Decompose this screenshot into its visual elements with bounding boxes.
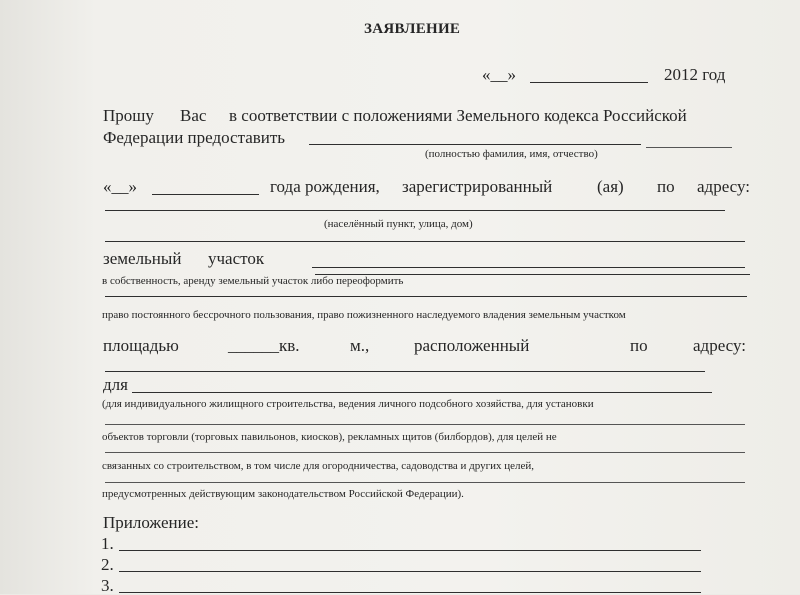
attachment-number-1: 1. (101, 534, 114, 553)
plot-word-1: земельный (103, 249, 182, 268)
intro-word-2: Вас (180, 106, 207, 125)
applicant-name-field[interactable] (309, 144, 641, 145)
purpose-field-3[interactable] (105, 452, 745, 453)
area-word-1: площадью (103, 336, 179, 355)
location-field[interactable] (105, 371, 705, 372)
attachment-number-3: 3. (101, 576, 114, 595)
intro-word-3: в соответствии с положениями Земельного кодекса Российской (229, 106, 687, 125)
intro-word-1: Прошу (103, 106, 154, 125)
date-year: 2012 год (664, 65, 726, 84)
area-word-6: адресу: (693, 336, 746, 355)
plot-right-field-3[interactable] (105, 296, 747, 297)
hint-purpose-1: (для индивидуального жилищного строительства, ведения личного подсобного хозяйства, для установки (102, 398, 594, 410)
document-title: ЗАЯВЛЕНИЕ (364, 21, 461, 37)
address-field[interactable] (105, 210, 725, 211)
date-month-blank[interactable] (530, 82, 648, 83)
plot-word-2: участок (208, 249, 265, 268)
date-day: «__» (482, 65, 516, 84)
birth-word-1: года рождения, (270, 177, 380, 196)
birth-day: «__» (103, 177, 137, 196)
purpose-field-2[interactable] (105, 424, 745, 425)
address-field-2[interactable] (105, 241, 745, 242)
birth-word-5: адресу: (697, 177, 750, 196)
area-word-5: по (630, 336, 648, 355)
plot-right-field[interactable] (312, 267, 745, 268)
purpose-field[interactable] (132, 392, 712, 393)
area-word-2: ______кв. (228, 336, 300, 355)
birth-word-3: (ая) (597, 177, 624, 196)
hint-address: (населённый пункт, улица, дом) (324, 218, 473, 230)
purpose-field-4[interactable] (105, 482, 745, 483)
birth-word-2: зарегистрированный (402, 177, 553, 196)
attachment-field-1[interactable] (119, 550, 701, 551)
attachment-number-2: 2. (101, 555, 114, 574)
applicant-name-field-ext[interactable] (646, 147, 732, 148)
intro-line-2: Федерации предоставить (103, 128, 286, 147)
hint-plot-2: право постоянного бессрочного пользования, право пожизненного наследуемого владения земельным участком (102, 309, 626, 321)
hint-full-name: (полностью фамилия, имя, отчество) (425, 148, 598, 160)
hint-purpose-4: предусмотренных действующим законодательством Российской Федерации). (102, 488, 464, 500)
birth-word-4: по (657, 177, 675, 196)
area-word-3: м., (350, 336, 370, 355)
hint-plot-1: в собственность, аренду земельный участок либо переоформить (102, 275, 404, 287)
attachment-field-2[interactable] (119, 571, 701, 572)
hint-purpose-3: связанных со строительством, в том числе для огородничества, садоводства и других целей, (102, 460, 535, 472)
area-word-4: расположенный (414, 336, 530, 355)
purpose-label: для (103, 375, 128, 394)
attachments-heading: Приложение: (103, 513, 199, 532)
birth-date-blank[interactable] (152, 194, 259, 195)
attachment-field-3[interactable] (119, 592, 701, 593)
hint-purpose-2: объектов торговли (торговых павильонов, киосков), рекламных щитов (билбордов), для целей не (102, 431, 557, 443)
